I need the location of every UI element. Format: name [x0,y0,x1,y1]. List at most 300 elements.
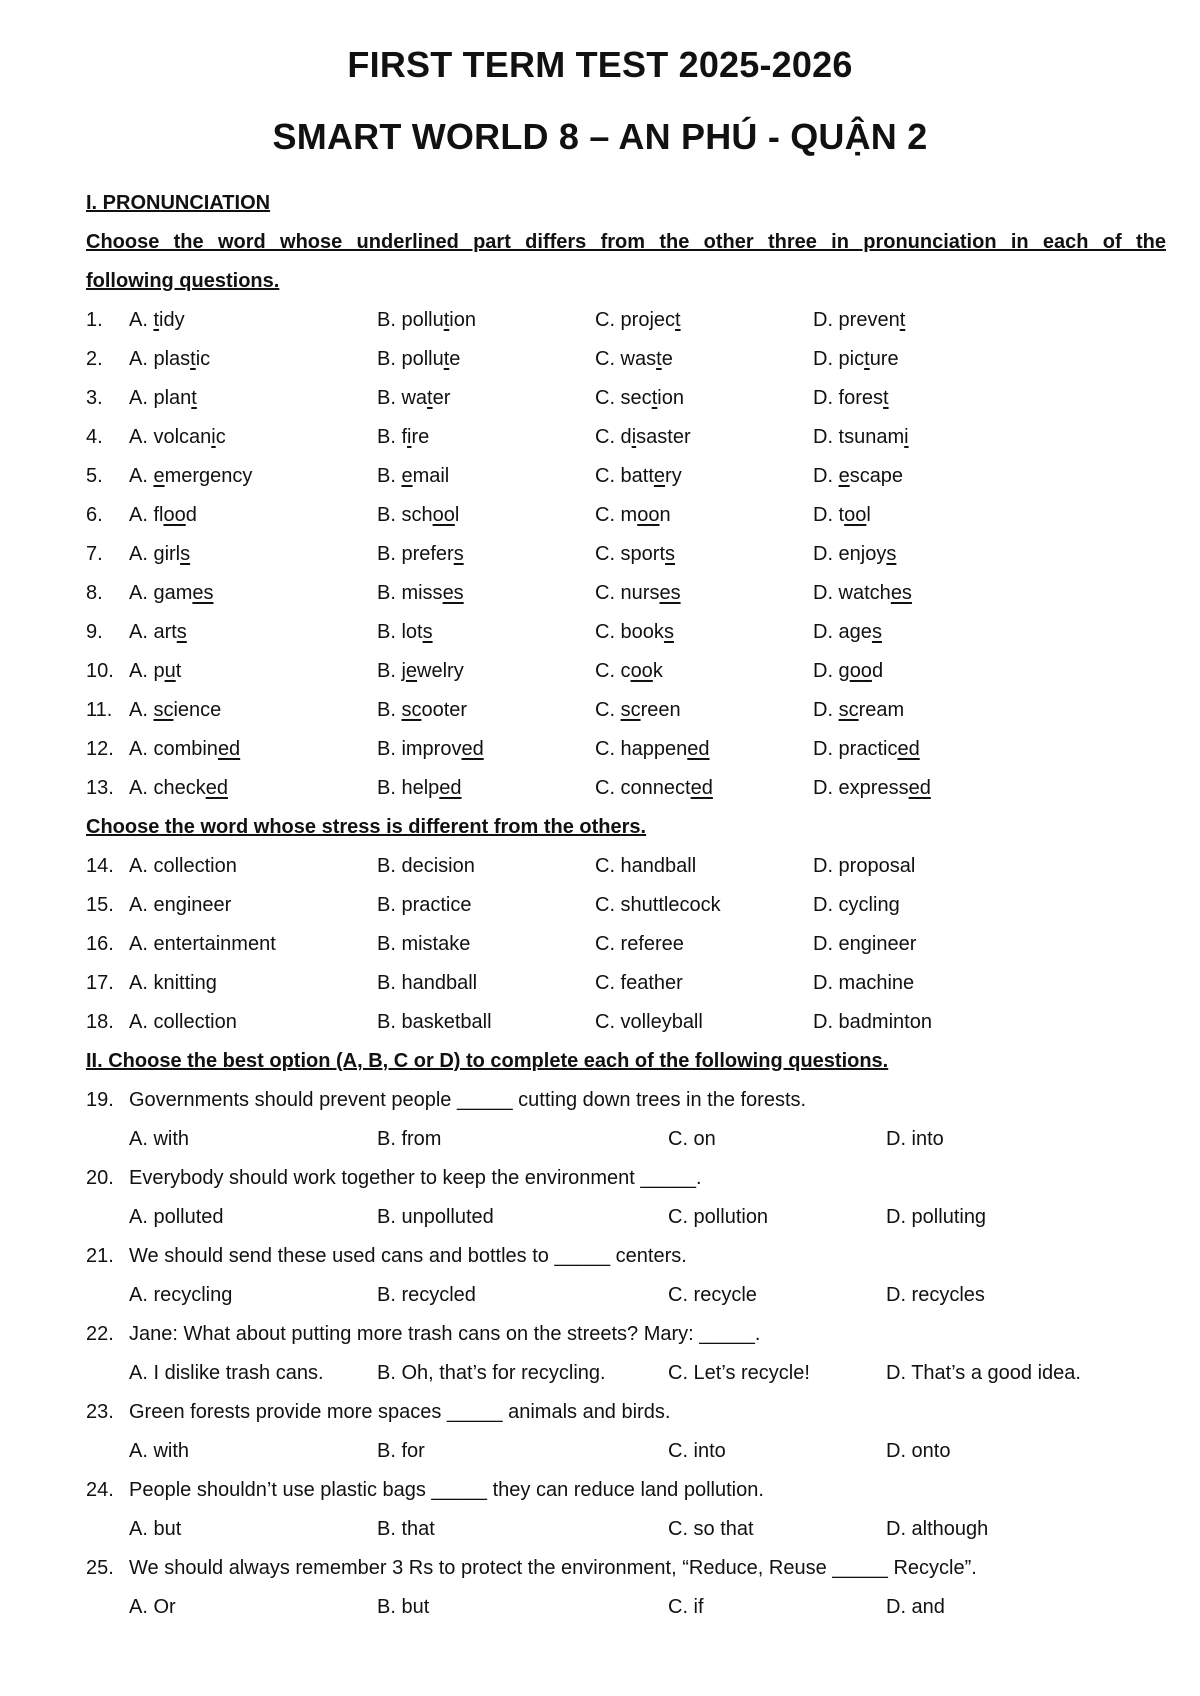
question-stem: People shouldn’t use plastic bags _____ they can reduce land pollution. [129,1479,764,1501]
question-number: 15. [86,894,114,916]
option-text-before: D. fores [813,387,884,409]
question-row [86,457,1166,496]
option-text-after: ream [858,699,905,721]
answer-option: C. shuttlecock [595,894,721,916]
question-row [86,769,1166,808]
option-text-before: C. [595,699,621,721]
answer-option [813,340,899,379]
option-text-before: D. practic [813,738,898,760]
option-text-before: A. girl [129,543,181,565]
answer-option: D. although [886,1518,989,1540]
question-number: 1. [86,309,103,331]
option-text-after: reen [640,699,681,721]
option-text-after: scape [849,465,904,487]
question-row [86,418,1166,457]
question-number: 23. [86,1401,114,1423]
underlined-part: t [883,387,889,409]
question-row [86,1471,1166,1510]
underlined-part: oo [637,504,660,526]
option-text-after: l [454,504,460,526]
answer-option [377,535,464,574]
underlined-part: t [443,348,450,370]
answer-option [595,457,682,496]
option-text-before: B. help [377,777,440,799]
options-row [86,1120,1166,1159]
option-text-before: B. improv [377,738,462,760]
answer-option [377,301,476,340]
answer-option: A. I dislike trash cans. [129,1362,324,1384]
option-text-before: D. enjoy [813,543,887,565]
underlined-part: t [651,387,658,409]
answer-option [129,652,181,691]
question-stem: Governments should prevent people _____ cutting down trees in the forests. [129,1089,807,1111]
underlined-part: sc [401,699,422,721]
question-number: 12. [86,738,114,760]
option-text-after: k [652,660,663,682]
question-number: 10. [86,660,114,682]
underlined-part: e [401,465,413,487]
answer-option [377,613,433,652]
answer-option [813,379,889,418]
answer-option [595,535,675,574]
answer-option: B. recycled [377,1284,476,1306]
option-text-before: A. plan [129,387,192,409]
underlined-part: ed [205,777,228,799]
answer-option [377,457,449,496]
question-number: 19. [86,1089,114,1111]
question-row [86,1237,1166,1276]
question-row [86,340,1166,379]
option-text-before: D. watch [813,582,891,604]
question-row [86,535,1166,574]
answer-option [813,652,883,691]
answer-option: D. badminton [813,1011,932,1033]
option-text-before: A. gam [129,582,193,604]
question-number: 18. [86,1011,114,1033]
question-stem: We should send these used cans and bottles to _____ centers. [129,1245,687,1267]
option-text-before: B. sch [377,504,433,526]
answer-option: A. collection [129,855,237,877]
question-number: 24. [86,1479,114,1501]
question-number: 11. [86,699,113,721]
answer-option [813,691,904,730]
question-number: 17. [86,972,114,994]
underlined-part: t [427,387,433,409]
answer-option [595,574,681,613]
option-text-after: ooter [421,699,468,721]
answer-option [129,613,187,652]
options-row [86,1276,1166,1315]
option-text-before: A. [129,309,154,331]
answer-option: A. recycling [129,1284,233,1306]
underlined-part: s [663,621,674,643]
answer-option [129,769,228,808]
answer-option [595,691,681,730]
option-text-before: A. [129,699,154,721]
stress-questions [86,847,1166,1042]
answer-option: C. recycle [668,1284,757,1306]
answer-option [595,769,713,808]
answer-option [813,418,909,457]
answer-option: C. handball [595,855,697,877]
option-text-before: C. happen [595,738,688,760]
answer-option: D. machine [813,972,915,994]
answer-option [377,340,460,379]
answer-option: A. knitting [129,972,217,994]
answer-option: D. onto [886,1440,951,1462]
question-row [86,1549,1166,1588]
underlined-part: oo [432,504,455,526]
underlined-part: sc [153,699,174,721]
underlined-part: es [442,582,464,604]
underlined-part: e [405,660,418,682]
answer-option [813,535,896,574]
answer-option: D. cycling [813,894,900,916]
answer-option: D. engineer [813,933,917,955]
underlined-part: ed [897,738,920,760]
multiple-choice-questions [86,1081,1166,1627]
answer-option [377,769,462,808]
option-text-before: D. [813,699,839,721]
answer-option: A. polluted [129,1206,224,1228]
answer-option: D. into [886,1128,944,1150]
option-text-after: mail [412,465,450,487]
answer-option [129,379,197,418]
answer-option: B. from [377,1128,442,1150]
underlined-part: es [192,582,214,604]
option-text-before: C. batt [595,465,654,487]
answer-option: D. and [886,1596,945,1618]
option-text-before: A. fl [129,504,164,526]
answer-option [813,301,905,340]
answer-option [813,730,920,769]
question-row [86,730,1166,769]
option-text-before: C. sec [595,387,652,409]
option-text-before: A. check [129,777,206,799]
answer-option: C. if [668,1596,704,1618]
answer-option: D. polluting [886,1206,987,1228]
question-row [86,379,1166,418]
answer-option [813,574,912,613]
question-row [86,691,1166,730]
underlined-part: oo [630,660,653,682]
option-text-before: C. book [595,621,664,643]
option-text-before: D. express [813,777,909,799]
answer-option: A. but [129,1518,182,1540]
option-text-before: D. g [813,660,850,682]
options-row [86,1510,1166,1549]
underlined-part: ed [217,738,241,760]
answer-option [377,418,429,457]
underlined-part: i [407,426,412,448]
question-number: 14. [86,855,114,877]
answer-option: B. but [377,1596,430,1618]
answer-option [813,769,931,808]
answer-option [595,496,671,535]
option-text-after: welry [417,660,464,682]
answer-option [595,652,663,691]
answer-option: A. with [129,1128,190,1150]
answer-option [595,730,710,769]
answer-option [813,457,903,496]
answer-option: A. engineer [129,894,232,916]
option-text-after: e [661,348,673,370]
question-number: 3. [86,387,103,409]
underlined-part: t [675,309,681,331]
question-row [86,301,1166,340]
question-row [86,847,1166,886]
answer-option: B. practice [377,894,472,916]
underlined-part: sc [620,699,641,721]
option-text-after: d [185,504,197,526]
option-text-before: B. prefer [377,543,454,565]
option-text-before: B. f [377,426,408,448]
question-row [86,613,1166,652]
answer-option: B. mistake [377,933,471,955]
option-text-before: B. lot [377,621,423,643]
underlined-part: e [838,465,850,487]
section-heading-multiple-choice: II. Choose the best option (A, B, C or D) to complete each of the following questions. [86,1050,889,1072]
answer-option [595,301,681,340]
answer-option: A. entertainment [129,933,276,955]
option-text-after: c [215,426,226,448]
question-row [86,964,1166,1003]
option-text-before: B. miss [377,582,443,604]
option-text-before: D. tsunam [813,426,905,448]
answer-option [129,574,213,613]
answer-option: C. referee [595,933,684,955]
underlined-part: es [659,582,681,604]
question-row [86,886,1166,925]
underlined-part: t [190,348,196,370]
answer-option: D. That’s a good idea. [886,1362,1081,1384]
answer-option: A. Or [129,1596,176,1618]
underlined-part: s [453,543,464,565]
underlined-part: t [656,348,662,370]
option-text-before: C. was [595,348,657,370]
underlined-part: s [665,543,676,565]
question-row [86,1081,1166,1120]
option-text-before: C. projec [595,309,676,331]
answer-option [595,379,684,418]
answer-option [377,496,459,535]
options-row [86,1198,1166,1237]
question-number: 22. [86,1323,114,1345]
question-stem: Jane: What about putting more trash cans on the streets? Mary: _____. [129,1323,761,1345]
question-row [86,496,1166,535]
option-text-after: mergency [164,465,253,487]
option-text-before: B. j [377,660,406,682]
option-text-after: ion [449,309,476,331]
question-row [86,925,1166,964]
underlined-part: ed [687,738,710,760]
pronunciation-questions [86,301,1166,808]
option-text-after: saster [636,426,691,448]
answer-option: B. basketball [377,1011,492,1033]
question-number: 2. [86,348,103,370]
question-stem: Everybody should work together to keep the environment _____. [129,1167,702,1189]
answer-option: C. into [668,1440,726,1462]
answer-option: C. volleyball [595,1011,703,1033]
answer-option: B. Oh, that’s for recycling. [377,1362,606,1384]
answer-option [377,379,450,418]
question-row [86,1315,1166,1354]
underlined-part: t [191,387,197,409]
underlined-part: oo [163,504,186,526]
option-text-before: D. pic [813,348,865,370]
answer-option: A. with [129,1440,190,1462]
underlined-part: ed [690,777,713,799]
underlined-part: s [180,543,191,565]
section-heading-pronunciation: I. PRONUNCIATION [86,192,271,214]
option-text-before: C. sport [595,543,666,565]
question-row [86,574,1166,613]
question-stem: Green forests provide more spaces _____ animals and birds. [129,1401,671,1423]
stress-instruction: Choose the word whose stress is different from the others. [86,816,647,838]
answer-option [129,691,221,730]
underlined-part: oo [844,504,867,526]
option-text-after: ic [195,348,211,370]
answer-option [129,730,240,769]
underlined-part: ed [908,777,931,799]
option-text-before: C. nurs [595,582,660,604]
option-text-before: A. art [129,621,177,643]
underlined-part: e [653,465,666,487]
option-text-after: t [175,660,182,682]
underlined-part: u [164,660,176,682]
answer-option: C. feather [595,972,683,994]
underlined-part: s [871,621,882,643]
answer-option [377,730,484,769]
option-text-before: D. t [813,504,845,526]
underlined-part: t [899,309,906,331]
answer-option [129,301,185,340]
instruction-line-2: following questions. [86,270,280,292]
option-text-after: idy [159,309,185,331]
answer-option: C. on [668,1128,716,1150]
underlined-part: t [443,309,450,331]
answer-option [129,496,197,535]
underlined-part: oo [849,660,872,682]
answer-option: A. collection [129,1011,237,1033]
underlined-part: sc [838,699,859,721]
answer-option [129,418,226,457]
question-number: 8. [86,582,103,604]
question-stem: We should always remember 3 Rs to protect the environment, “Reduce, Reuse _____ Recycle”. [129,1557,977,1579]
option-text-after: ry [665,465,682,487]
question-row [86,1393,1166,1432]
answer-option [129,340,210,379]
underlined-part: s [176,621,187,643]
underlined-part: e [153,465,165,487]
question-number: 20. [86,1167,114,1189]
underlined-part: i [904,426,909,448]
option-text-before: A. [129,465,154,487]
answer-option: C. so that [668,1518,754,1540]
option-text-after: ience [173,699,222,721]
option-text-before: C. d [595,426,632,448]
option-text-before: C. m [595,504,638,526]
question-number: 13. [86,777,114,799]
options-row [86,1588,1166,1627]
option-text-before: B. [377,699,402,721]
answer-option [377,652,464,691]
option-text-before: C. connect [595,777,691,799]
answer-option: D. recycles [886,1284,985,1306]
option-text-after: ion [657,387,684,409]
question-number: 5. [86,465,103,487]
underlined-part: s [422,621,433,643]
answer-option: B. that [377,1518,435,1540]
question-number: 9. [86,621,103,643]
test-subtitle: SMART WORLD 8 – AN PHÚ - QUẬN 2 [272,116,928,157]
underlined-part: i [631,426,637,448]
option-text-before: B. wa [377,387,428,409]
option-text-after: e [449,348,461,370]
option-text-before: A. plas [129,348,191,370]
underlined-part: s [886,543,897,565]
answer-option [813,496,871,535]
answer-option: C. Let’s recycle! [668,1362,810,1384]
question-row [86,652,1166,691]
answer-option [129,535,190,574]
option-text-after: re [411,426,430,448]
question-number: 7. [86,543,103,565]
option-text-before: B. pollu [377,309,444,331]
answer-option [377,691,467,730]
option-text-after: d [871,660,884,682]
option-text-after: n [659,504,671,526]
answer-option: B. decision [377,855,475,877]
underlined-part: i [211,426,216,448]
answer-option [595,418,691,457]
answer-option [129,457,252,496]
question-number: 4. [86,426,103,448]
option-text-before: B. [377,465,402,487]
option-text-after: l [866,504,871,526]
answer-option [595,340,673,379]
question-number: 6. [86,504,103,526]
answer-option: B. unpolluted [377,1206,494,1228]
answer-option: B. handball [377,972,478,994]
option-text-after: ure [869,348,899,370]
question-row [86,1159,1166,1198]
question-row [86,1003,1166,1042]
underlined-part: t [153,309,160,331]
option-text-before: A. p [129,660,165,682]
answer-option [595,613,674,652]
instruction-line-1: Choose the word whose underlined part differs from the other three in pronunciation in each of the [86,231,1166,253]
answer-option [377,574,464,613]
underlined-part: es [890,582,912,604]
option-text-before: B. pollu [377,348,444,370]
options-row [86,1354,1166,1393]
option-text-before: A. combin [129,738,218,760]
option-text-before: D. preven [813,309,900,331]
option-text-before: D. age [813,621,872,643]
test-content [86,184,1166,1627]
option-text-before: A. volcan [129,426,212,448]
option-text-before: C. c [595,660,631,682]
answer-option: D. proposal [813,855,916,877]
option-text-after: er [432,387,451,409]
answer-option [813,613,882,652]
underlined-part: ed [461,738,484,760]
answer-option: B. for [377,1440,425,1462]
option-text-before: D. [813,465,839,487]
options-row [86,1432,1166,1471]
test-title: FIRST TERM TEST 2025-2026 [347,44,853,85]
